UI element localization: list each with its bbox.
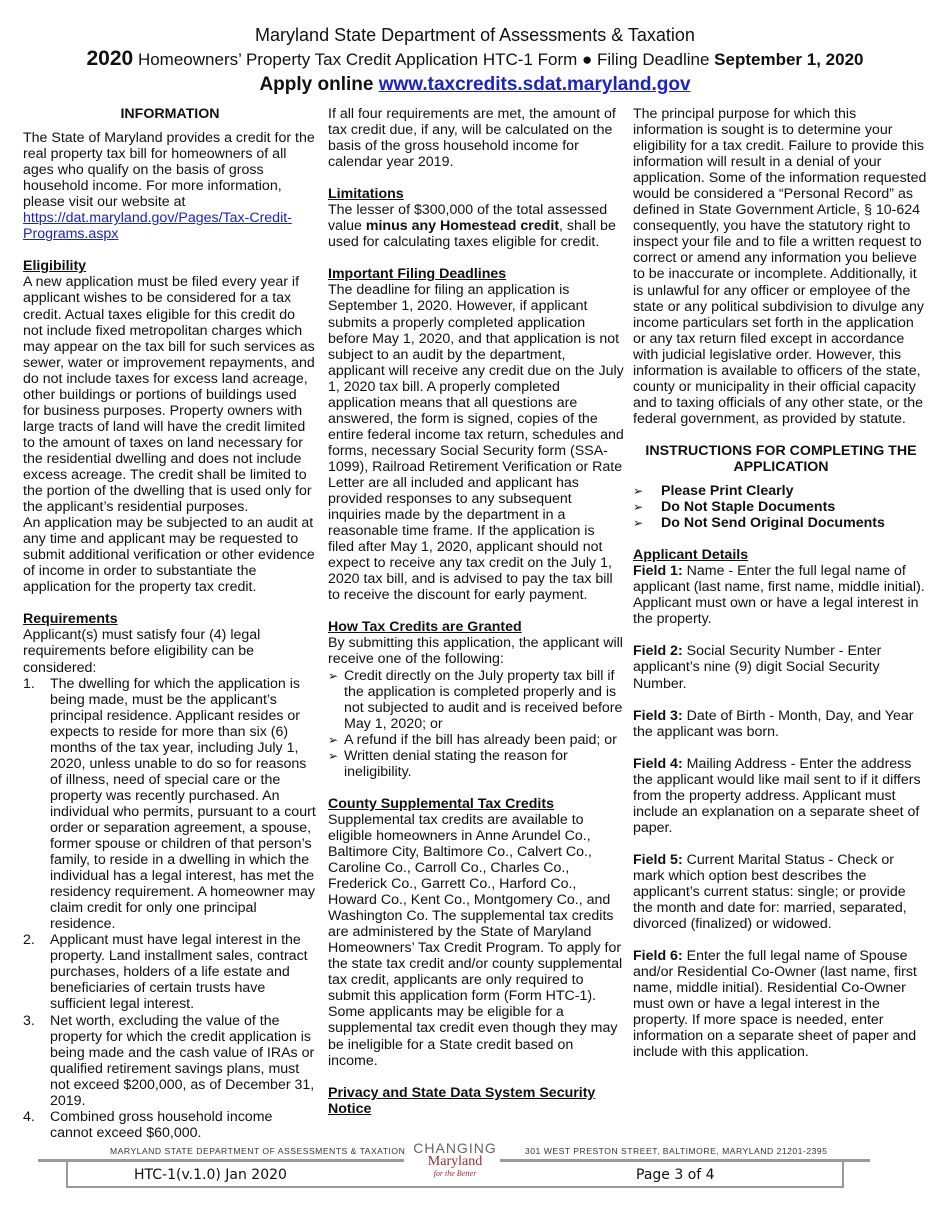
item-text: Applicant must have legal interest in the property. Land installment sales, contract purchases, holders of a life estate and beneficiaries of certain trusts have sufficient legal interest. [50,932,308,1013]
item-number: 2. [23,932,35,949]
form-year: 2020 [86,47,134,70]
logo-line-3: for the Better [433,1169,477,1178]
deadlines-text: The deadline for filing an application is September 1, 2020. However, if applicant submits a properly completed application before May 1, 2020, and that application is not subject to an audit by the department, applicant will receive any credit due on the July 1, 2020 tax bill. A properly completed application means that all questions are answered, the form is signed, copies of the entire federal income tax return, schedules and forms, necessary Social Security form (SSA-1099), Railroad Retirement Verification or Rate Letter are all included and applicant has provided responses to any subsequent inquiries made by the department in a reasonable time frame. If the application is filed after May 1, 2020, applicant should not expect to receive any tax credit on the July 1, 2020 tax bill, and is advised to pay the tax bill to receive the discount for early payment. [328,282,624,604]
arrow-bullet-icon: ➢ [633,500,644,515]
item-text: Do Not Staple Documents [661,499,836,516]
logo-line-2: Maryland [427,1154,483,1169]
information-text [23,130,317,242]
item-text: Do Not Send Original Documents [661,515,885,532]
requirements-intro: Applicant(s) must satisfy four (4) legal requirements before eligibility can be considered: [23,627,261,676]
instructions-heading: INSTRUCTIONS FOR COMPLETING THE APPLICATION [645,442,917,475]
list-item [23,676,317,933]
apply-online-label: Apply online [259,74,374,95]
privacy-text: The principal purpose for which this information is sought is to determine your eligibility for a tax credit. Failure to provide this information will result in a denial of your application. Some of the information requested would be considered a “Personal Record” as defined in State Government Article, § 10-624 consequently, you have the statutory right to inspect your file and to file a written request to correct or amend any information you believe to be inaccurate or incomplete. Additionally, it is unlawful for any officer or employee of the state or any political subdivision to divulge any income particulars set forth in the application or any tax return filed except in accordance with judicial legislative order. However, this information is available to officers of the state, county or municipality in their official capacity and to taxing officials of any other state, or the federal government, as provided by statute. [633,106,927,427]
arrow-bullet-icon: ➢ [328,732,339,747]
field-text: Current Marital Status - Check or mark which option best describes the applicant’s current status: single; or provide the month and date for: married, separated, divorced (finalized) or widowed. [633,851,907,933]
county-text: Supplemental tax credits are available to eligible homeowners in Anne Arundel Co., Baltimore City, Baltimore Co., Calvert Co., Caroline Co., Carroll Co., Charles Co., Frederick Co., Garrett Co., Harford Co., Howard Co., Kent Co., Montgomery Co., and Washington Co. The supplemental tax credits are administered by the State of Maryland Homeowners’ Tax Credit Program. To apply for the state tax credit and/or county supplemental tax credit, applicants are only required to submit this application form (Form HTC-1). Some applicants may be eligible for a supplemental tax credit even though they may be ineligible for a State credit based on income. [328,811,623,1069]
apply-online-line [0,73,950,97]
field-label: Field 6: [633,948,683,965]
granted-heading: How Tax Credits are Granted [328,619,522,636]
apply-online-link[interactable]: www.taxcredits.sdat.maryland.gov [378,74,691,95]
deadlines-heading: Important Filing Deadlines [328,266,507,283]
item-text: Please Print Clearly [661,483,794,500]
list-item [23,1109,317,1141]
list-item [328,668,624,732]
item-text: A refund if the bill has already been paid; or [344,731,617,748]
agency-title: Maryland State Department of Assessments & Taxation [255,25,695,45]
eligibility-paragraph-1: A new application must be filed every year if applicant wishes to be considered for a tax credit. Actual taxes eligible for this credit do not include fixed metropolitan charges which may appear on the tax bill for such services as sewer, water or improvement repayments, and do not include taxes for excess land acreage, other buildings or portions of buildings used for business purposes. Property owners with large tracts of land will have the credit limited to the amount of taxes on land necessary for the residential dwelling and does not include excess acreage. The credit shall be limited to the portion of the dwelling that is used only for the applicant’s residential purposes. [23,274,315,516]
requirements-summary: If all four requirements are met, the amount of tax credit due, if any, will be calculated on the basis of the gross household income for calendar year 2019. [328,106,616,171]
limitations-emphasis: minus any Homestead credit [365,218,560,235]
item-number: 4. [23,1108,35,1125]
requirements-heading: Requirements [23,611,118,628]
field-description [633,643,929,691]
list-item [633,515,929,531]
limitations-heading: Limitations [328,186,404,203]
footer-box-bottom [66,1186,844,1188]
footer-box-right-edge [842,1161,844,1187]
granted-list [328,668,624,780]
field-description [633,708,929,740]
field-description [633,563,929,627]
requirements-list [23,676,317,1141]
eligibility-heading: Eligibility [23,258,87,275]
instructions-list [633,483,929,531]
form-title-line [0,46,950,73]
field-text: Name - Enter the full legal name of applicant (last name, first name, middle initial). Applicant must own or have a legal interest in the property. [633,563,925,628]
footer-rule-right [500,1159,870,1162]
item-text: The dwelling for which the application is being made, must be the applicant’s principal residence. Applicant resides or expects to reside for more than six (6) months of the tax year, including July 1, 2020, unless unable to do so for reasons of illness, need of special care or the property was recently purchased. An individual who permits, pursuant to a court order or separation agreement, a spouse, former spouse or children of that person’s family, to reside in a dwelling in which the individual has a legal interest, has met the residency requirement. A homeowner may claim credit for only one principal residence. [50,675,316,933]
field-label: Field 1: [633,563,683,580]
form-title: Homeowners’ Property Tax Credit Application HTC-1 Form ● Filing Deadline [137,50,710,69]
column-left [23,106,317,1141]
item-text: Net worth, excluding the value of the property for which the credit application is being made and the cash value of IRAs or qualified retirement savings plans, must not exceed $200,000, as of December 31, 2019. [50,1012,315,1109]
page-header [0,24,950,97]
logo-line-1: CHANGING [413,1140,497,1156]
list-item [633,499,929,515]
list-item [23,932,317,1012]
field-label: Field 2: [633,643,683,660]
form-version: HTC-1(v.1.0) Jan 2020 [134,1167,287,1183]
footer-box-left-edge [66,1161,68,1187]
information-heading: INFORMATION [120,106,220,122]
arrow-bullet-icon: ➢ [633,484,644,499]
arrow-bullet-icon: ➢ [328,748,339,763]
field-text: Mailing Address - Enter the address the applicant would like mail sent to if it differs from the property address. Applicant must include an explanation on a separate sheet of paper. [633,755,921,836]
item-text: Credit directly on the July property tax bill if the application is completed properly and is not subjected to audit and is received before May 1, 2020; or [344,667,623,732]
column-right [633,106,929,1060]
page-footer [0,1138,950,1230]
field-text: Social Security Number - Enter applicant’s nine (9) digit Social Security Number. [633,643,882,692]
arrow-bullet-icon: ➢ [328,668,339,683]
field-label: Field 4: [633,755,683,772]
footer-agency: MARYLAND STATE DEPARTMENT OF ASSESSMENTS & TAXATION [110,1146,406,1156]
list-item [328,748,624,780]
information-body: The State of Maryland provides a credit for the real property tax bill for homeowners of all ages who qualify on the basis of gross household income. For more information, please visit our website at [23,130,315,211]
limitations-text [328,202,624,250]
arrow-bullet-icon: ➢ [633,516,644,531]
field-description [633,948,929,1060]
privacy-heading: Privacy and State Data System Security Notice [328,1084,596,1117]
list-item [633,483,929,499]
changing-maryland-logo [405,1141,505,1178]
filing-deadline: September 1, 2020 [714,50,864,69]
field-description [633,756,929,836]
item-number: 3. [23,1012,35,1029]
item-text: Combined gross household income cannot exceed $60,000. [50,1108,273,1141]
county-heading: County Supplemental Tax Credits [328,795,554,812]
field-text: Date of Birth - Month, Day, and Year the applicant was born. [633,707,914,740]
eligibility-paragraph-2: An application may be subjected to an audit at any time and applicant may be requested to submit additional verification or other evidence of income in order to substantiate the application for the property tax credit. [23,515,315,596]
page-number: Page 3 of 4 [636,1167,715,1183]
item-number: 1. [23,675,35,692]
field-label: Field 3: [633,707,683,724]
limitations-part-b: , shall be used for calculating taxes eligible for credit. [328,218,616,251]
footer-address: 301 WEST PRESTON STREET, BALTIMORE, MARYLAND 21201-2395 [525,1146,828,1156]
list-item [23,1013,317,1109]
info-website-link[interactable]: https://dat.maryland.gov/Pages/Tax-Credit-Programs.aspx [23,210,292,243]
field-label: Field 5: [633,851,683,868]
column-middle [328,106,624,1117]
item-text: Written denial stating the reason for ineligibility. [344,747,568,780]
field-text: Enter the full legal name of Spouse and/or Residential Co-Owner (last name, first name, middle initial). Residential Co-Owner must own or have a legal interest in the property. If more space is needed, enter information on a separate sheet of paper and include with this application. [633,948,917,1061]
limitations-part-a: The lesser of $300,000 of the total assessed value [328,202,608,235]
list-item [328,732,624,748]
applicant-details-heading: Applicant Details [633,547,749,564]
field-description [633,852,929,932]
footer-rule-left [38,1159,404,1162]
granted-intro: By submitting this application, the applicant will receive one of the following: [328,635,623,668]
